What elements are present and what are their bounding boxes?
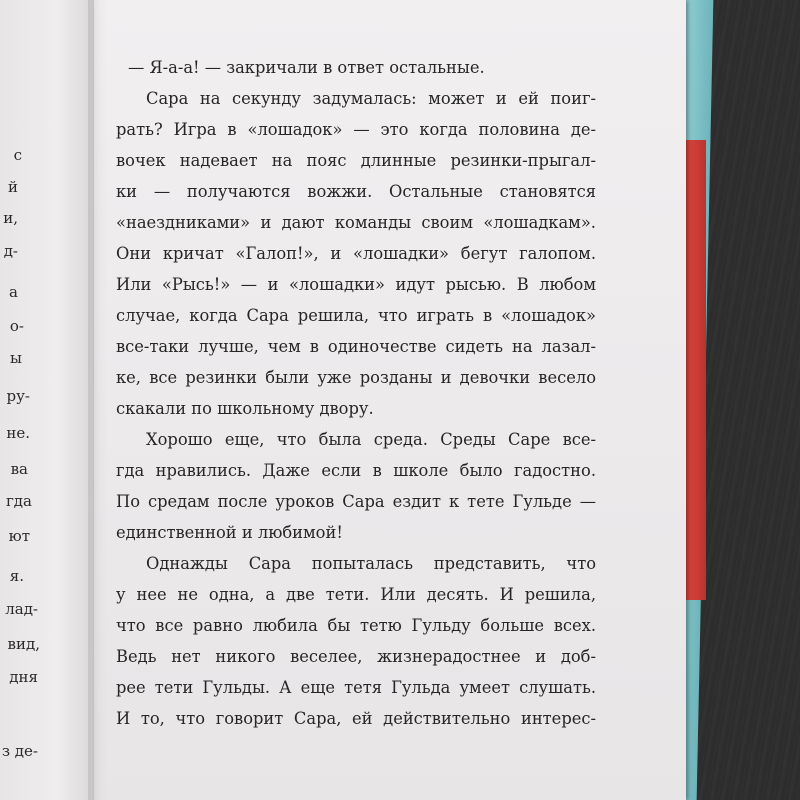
text-line: гда нравились. Даже если в школе было гадостно. bbox=[116, 461, 596, 480]
facing-page-fragment: ют bbox=[8, 527, 30, 545]
text-line: что все равно любила бы тетю Гульду больше всех. bbox=[116, 616, 596, 635]
facing-page-fragment: з де- bbox=[1, 742, 38, 760]
text-line: ки — получаются вожжи. Остальные становятся bbox=[116, 182, 596, 201]
text-line: скакали по школьному двору. bbox=[116, 399, 374, 418]
text-line: «наездниками» и дают команды своим «лошадкам». bbox=[116, 213, 596, 232]
facing-page-fragment: й bbox=[8, 178, 18, 196]
text-line: Сара на секунду задумалась: может и ей поиг- bbox=[146, 89, 596, 108]
text-line: единственной и любимой! bbox=[116, 523, 343, 542]
facing-page-fragment: ы bbox=[10, 349, 22, 367]
text-line: Хорошо еще, что была среда. Среды Саре все- bbox=[146, 430, 596, 449]
facing-page-fragment: с bbox=[13, 146, 22, 164]
text-line: Или «Рысь!» — и «лошадки» идут рысью. В любом bbox=[116, 275, 596, 294]
facing-page-fragment: а bbox=[9, 283, 18, 301]
text-line: вочек надевает на пояс длинные резинки-прыгал- bbox=[116, 151, 596, 170]
facing-page-fragment: ва bbox=[10, 460, 28, 478]
facing-page-fragment: гда bbox=[5, 492, 32, 510]
text-line: Ведь нет никого веселее, жизнерадостнее и доб- bbox=[116, 647, 596, 666]
book-text bbox=[116, 52, 596, 734]
text-line: По средам после уроков Сара ездит к тете Гульде — bbox=[116, 492, 596, 511]
facing-page-fragment: о- bbox=[9, 317, 24, 335]
text-line: случае, когда Сара решила, что играть в «лошадок» bbox=[116, 306, 596, 325]
facing-page-fragment: ру- bbox=[6, 387, 30, 405]
text-line: у нее не одна, а две тети. Или десять. И решила, bbox=[116, 585, 596, 604]
facing-page-fragment: я. bbox=[9, 567, 24, 585]
facing-page-text bbox=[0, 0, 96, 800]
facing-page-fragment: д- bbox=[3, 242, 18, 260]
facing-page-fragment: не. bbox=[6, 424, 30, 442]
text-line: Однажды Сара попыталась представить, что bbox=[146, 554, 596, 573]
text-line: И то, что говорит Сара, ей действительно интерес- bbox=[116, 709, 596, 728]
facing-page-fragment: лад- bbox=[5, 600, 38, 618]
text-line: все-таки лучше, чем в одиночестве сидеть на лазал- bbox=[116, 337, 596, 356]
facing-page-fragment: и, bbox=[3, 209, 18, 227]
facing-page-fragment: вид, bbox=[7, 635, 40, 653]
text-line: рее тети Гульды. А еще тетя Гульда умеет слушать. bbox=[116, 678, 596, 697]
text-line: — Я-а-а! — закричали в ответ остальные. bbox=[128, 58, 485, 77]
text-line: ке, все резинки были уже розданы и девочки весело bbox=[116, 368, 596, 387]
text-line: рать? Игра в «лошадок» — это когда половина де- bbox=[116, 120, 596, 139]
facing-page-fragment: дня bbox=[9, 668, 38, 686]
text-line: Они кричат «Галоп!», и «лошадки» бегут галопом. bbox=[116, 244, 596, 263]
